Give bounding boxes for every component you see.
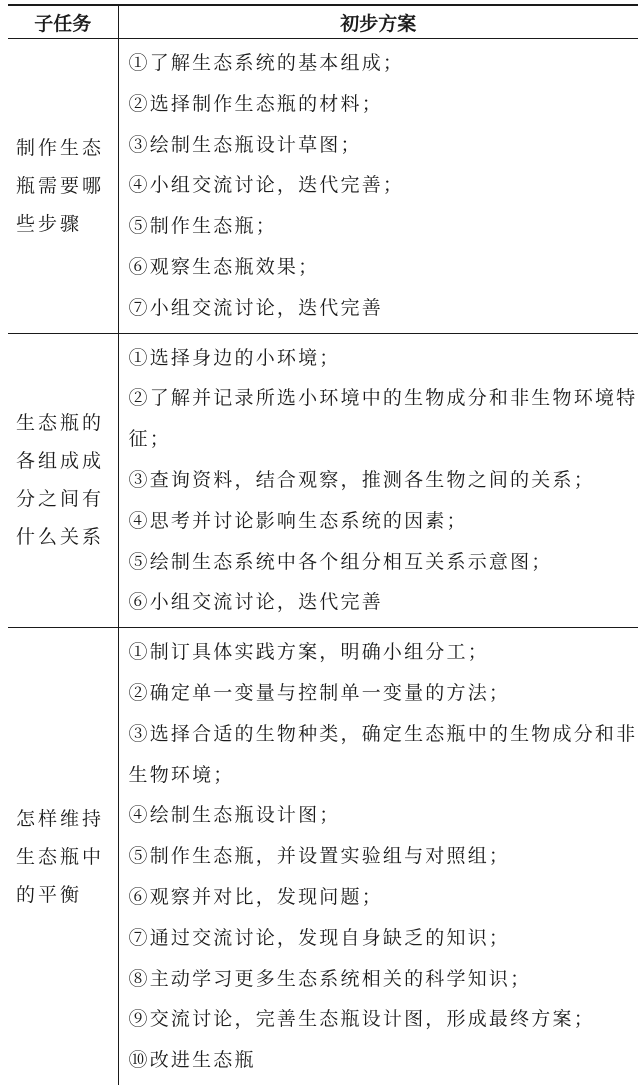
subtask-cell: 怎样维持生态瓶中的平衡 xyxy=(8,628,118,1085)
plan-step: ②选择制作生态瓶的材料； xyxy=(128,92,383,115)
plan-step: ②了解并记录所选小环境中的生物成分和非生物环境特征； xyxy=(128,387,638,451)
plan-step: ④思考并讨论影响生态系统的因素； xyxy=(128,509,468,532)
plan-step: ①了解生态系统的基本组成； xyxy=(128,52,405,74)
plan-step: ①制订具体实践方案，明确小组分工； xyxy=(128,641,489,664)
plan-step: ⑤绘制生态系统中各个组分相互关系示意图； xyxy=(128,550,553,573)
table-header-row xyxy=(8,5,638,39)
plan-step: ⑦小组交流讨论，迭代完善 xyxy=(128,296,383,319)
plan-step: ③选择合适的生物种类，确定生态瓶中的生物成分和非生物环境； xyxy=(128,722,638,786)
plan-step: ⑤制作生态瓶，并设置实验组与对照组； xyxy=(128,845,511,868)
plan-step: ⑤制作生态瓶； xyxy=(128,215,277,238)
plan-cell xyxy=(118,39,638,334)
plan-table xyxy=(8,4,638,1085)
header-plan: 初步方案 xyxy=(118,5,638,39)
plan-step: ⑥观察并对比，发现问题； xyxy=(128,885,383,908)
plan-cell xyxy=(118,628,638,1085)
table-row xyxy=(8,333,638,628)
subtask-cell: 制作生态瓶需要哪些步骤 xyxy=(8,39,118,334)
plan-step: ⑧主动学习更多生态系统相关的科学知识； xyxy=(128,967,532,990)
subtask-cell: 生态瓶的各组成成分之间有什么关系 xyxy=(8,333,118,628)
plan-step: ⑨交流讨论，完善生态瓶设计图，形成最终方案； xyxy=(128,1008,595,1031)
table-row xyxy=(8,39,638,334)
plan-step: ①选择身边的小环境； xyxy=(128,346,341,369)
plan-step: ⑦通过交流讨论，发现自身缺乏的知识； xyxy=(128,926,511,949)
table-row xyxy=(8,628,638,1085)
plan-step: ⑥小组交流讨论，迭代完善 xyxy=(128,591,383,614)
header-subtask: 子任务 xyxy=(8,5,118,39)
plan-step: ⑥观察生态瓶效果； xyxy=(128,255,320,278)
plan-step: ④小组交流讨论，迭代完善； xyxy=(128,174,405,197)
plan-step: ③查询资料，结合观察，推测各生物之间的关系； xyxy=(128,468,595,491)
plan-step: ③绘制生态瓶设计草图； xyxy=(128,133,362,156)
plan-step: ②确定单一变量与控制单一变量的方法； xyxy=(128,681,511,704)
plan-step: ⑩改进生态瓶 xyxy=(128,1049,256,1072)
plan-step: ④绘制生态瓶设计图； xyxy=(128,804,341,827)
plan-cell xyxy=(118,333,638,628)
